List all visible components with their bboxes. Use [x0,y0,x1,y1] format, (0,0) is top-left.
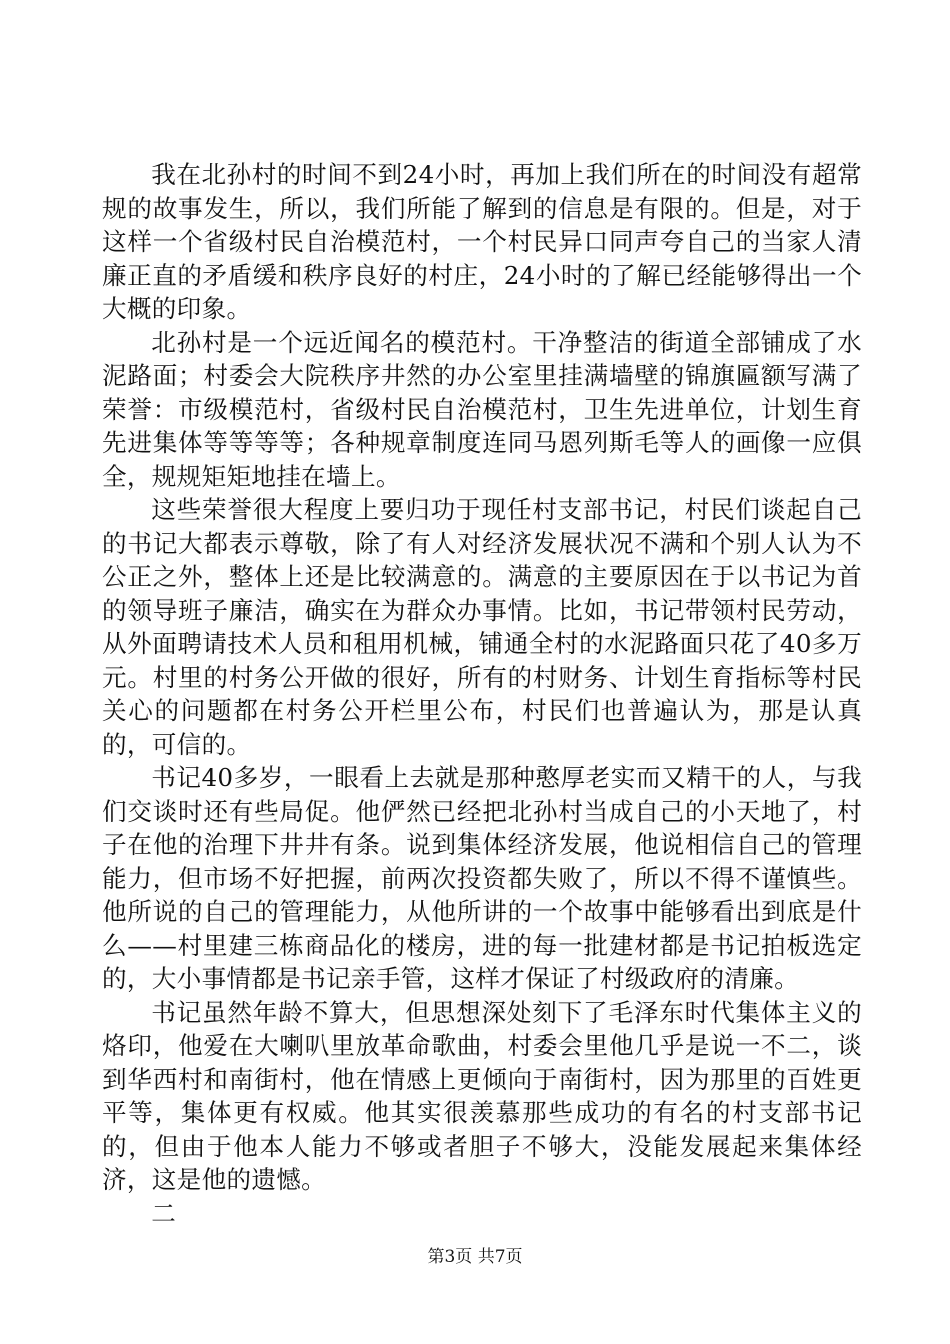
paragraph-5: 书记虽然年龄不算大，但思想深处刻下了毛泽东时代集体主义的烙印，他爱在大喇叭里放革命歌曲，村委会里他几乎是说一不二，谈到华西村和南街村，他在情感上更倾向于南街村，因为那里的百姓更平等，集体更有权威。他其实很羡慕那些成功的有名的村支部书记的，但由于他本人能力不够或者胆子不够大，没能发展起来集体经济，这是他的遗憾。 [102,997,862,1194]
paragraph-4: 书记40多岁，一眼看上去就是那种憨厚老实而又精干的人，与我们交谈时还有些局促。他俨然已经把北孙村当成自己的小天地了，村子在他的治理下井井有条。说到集体经济发展，他说相信自己的管理能力，但市场不好把握，前两次投资都失败了，所以不得不谨慎些。他所说的自己的管理能力，从他所讲的一个故事中能够看出到底是什么——村里建三栋商品化的楼房，进的每一批建材都是书记拍板选定的，大小事情都是书记亲手管，这样才保证了村级政府的清廉。 [102,763,862,993]
document-body [102,158,862,1230]
paragraph-1: 我在北孙村的时间不到24小时，再加上我们所在的时间没有超常规的故事发生，所以，我们所能了解到的信息是有限的。但是，对于这样一个省级村民自治模范村，一个村民异口同声夸自己的当家人清廉正直的矛盾缓和秩序良好的村庄，24小时的了解已经能够得出一个大概的印象。 [102,160,862,323]
paragraph-3: 这些荣誉很大程度上要归功于现任村支部书记，村民们谈起自己的书记大都表示尊敬，除了有人对经济发展状况不满和个别人认为不公正之外，整体上还是比较满意的。满意的主要原因在于以书记为首的领导班子廉洁，确实在为群众办事情。比如，书记带领村民劳动，从外面聘请技术人员和租用机械，铺通全村的水泥路面只花了40多万元。村里的村务公开做的很好，所有的村财务、计划生育指标等村民关心的问题都在村务公开栏里公布，村民们也普遍认为，那是认真的，可信的。 [102,495,862,759]
paragraph-2: 北孙村是一个远近闻名的模范村。干净整洁的街道全部铺成了水泥路面；村委会大院秩序井然的办公室里挂满墙壁的锦旗匾额写满了荣誉：市级模范村，省级村民自治模范村，卫生先进单位，计划生育先进集体等等等等；各种规章制度连同马恩列斯毛等人的画像一应俱全，规规矩矩地挂在墙上。 [102,327,862,491]
section-heading-two: 二 [151,1198,177,1228]
page-footer: 第3页 共7页 [427,1247,523,1267]
